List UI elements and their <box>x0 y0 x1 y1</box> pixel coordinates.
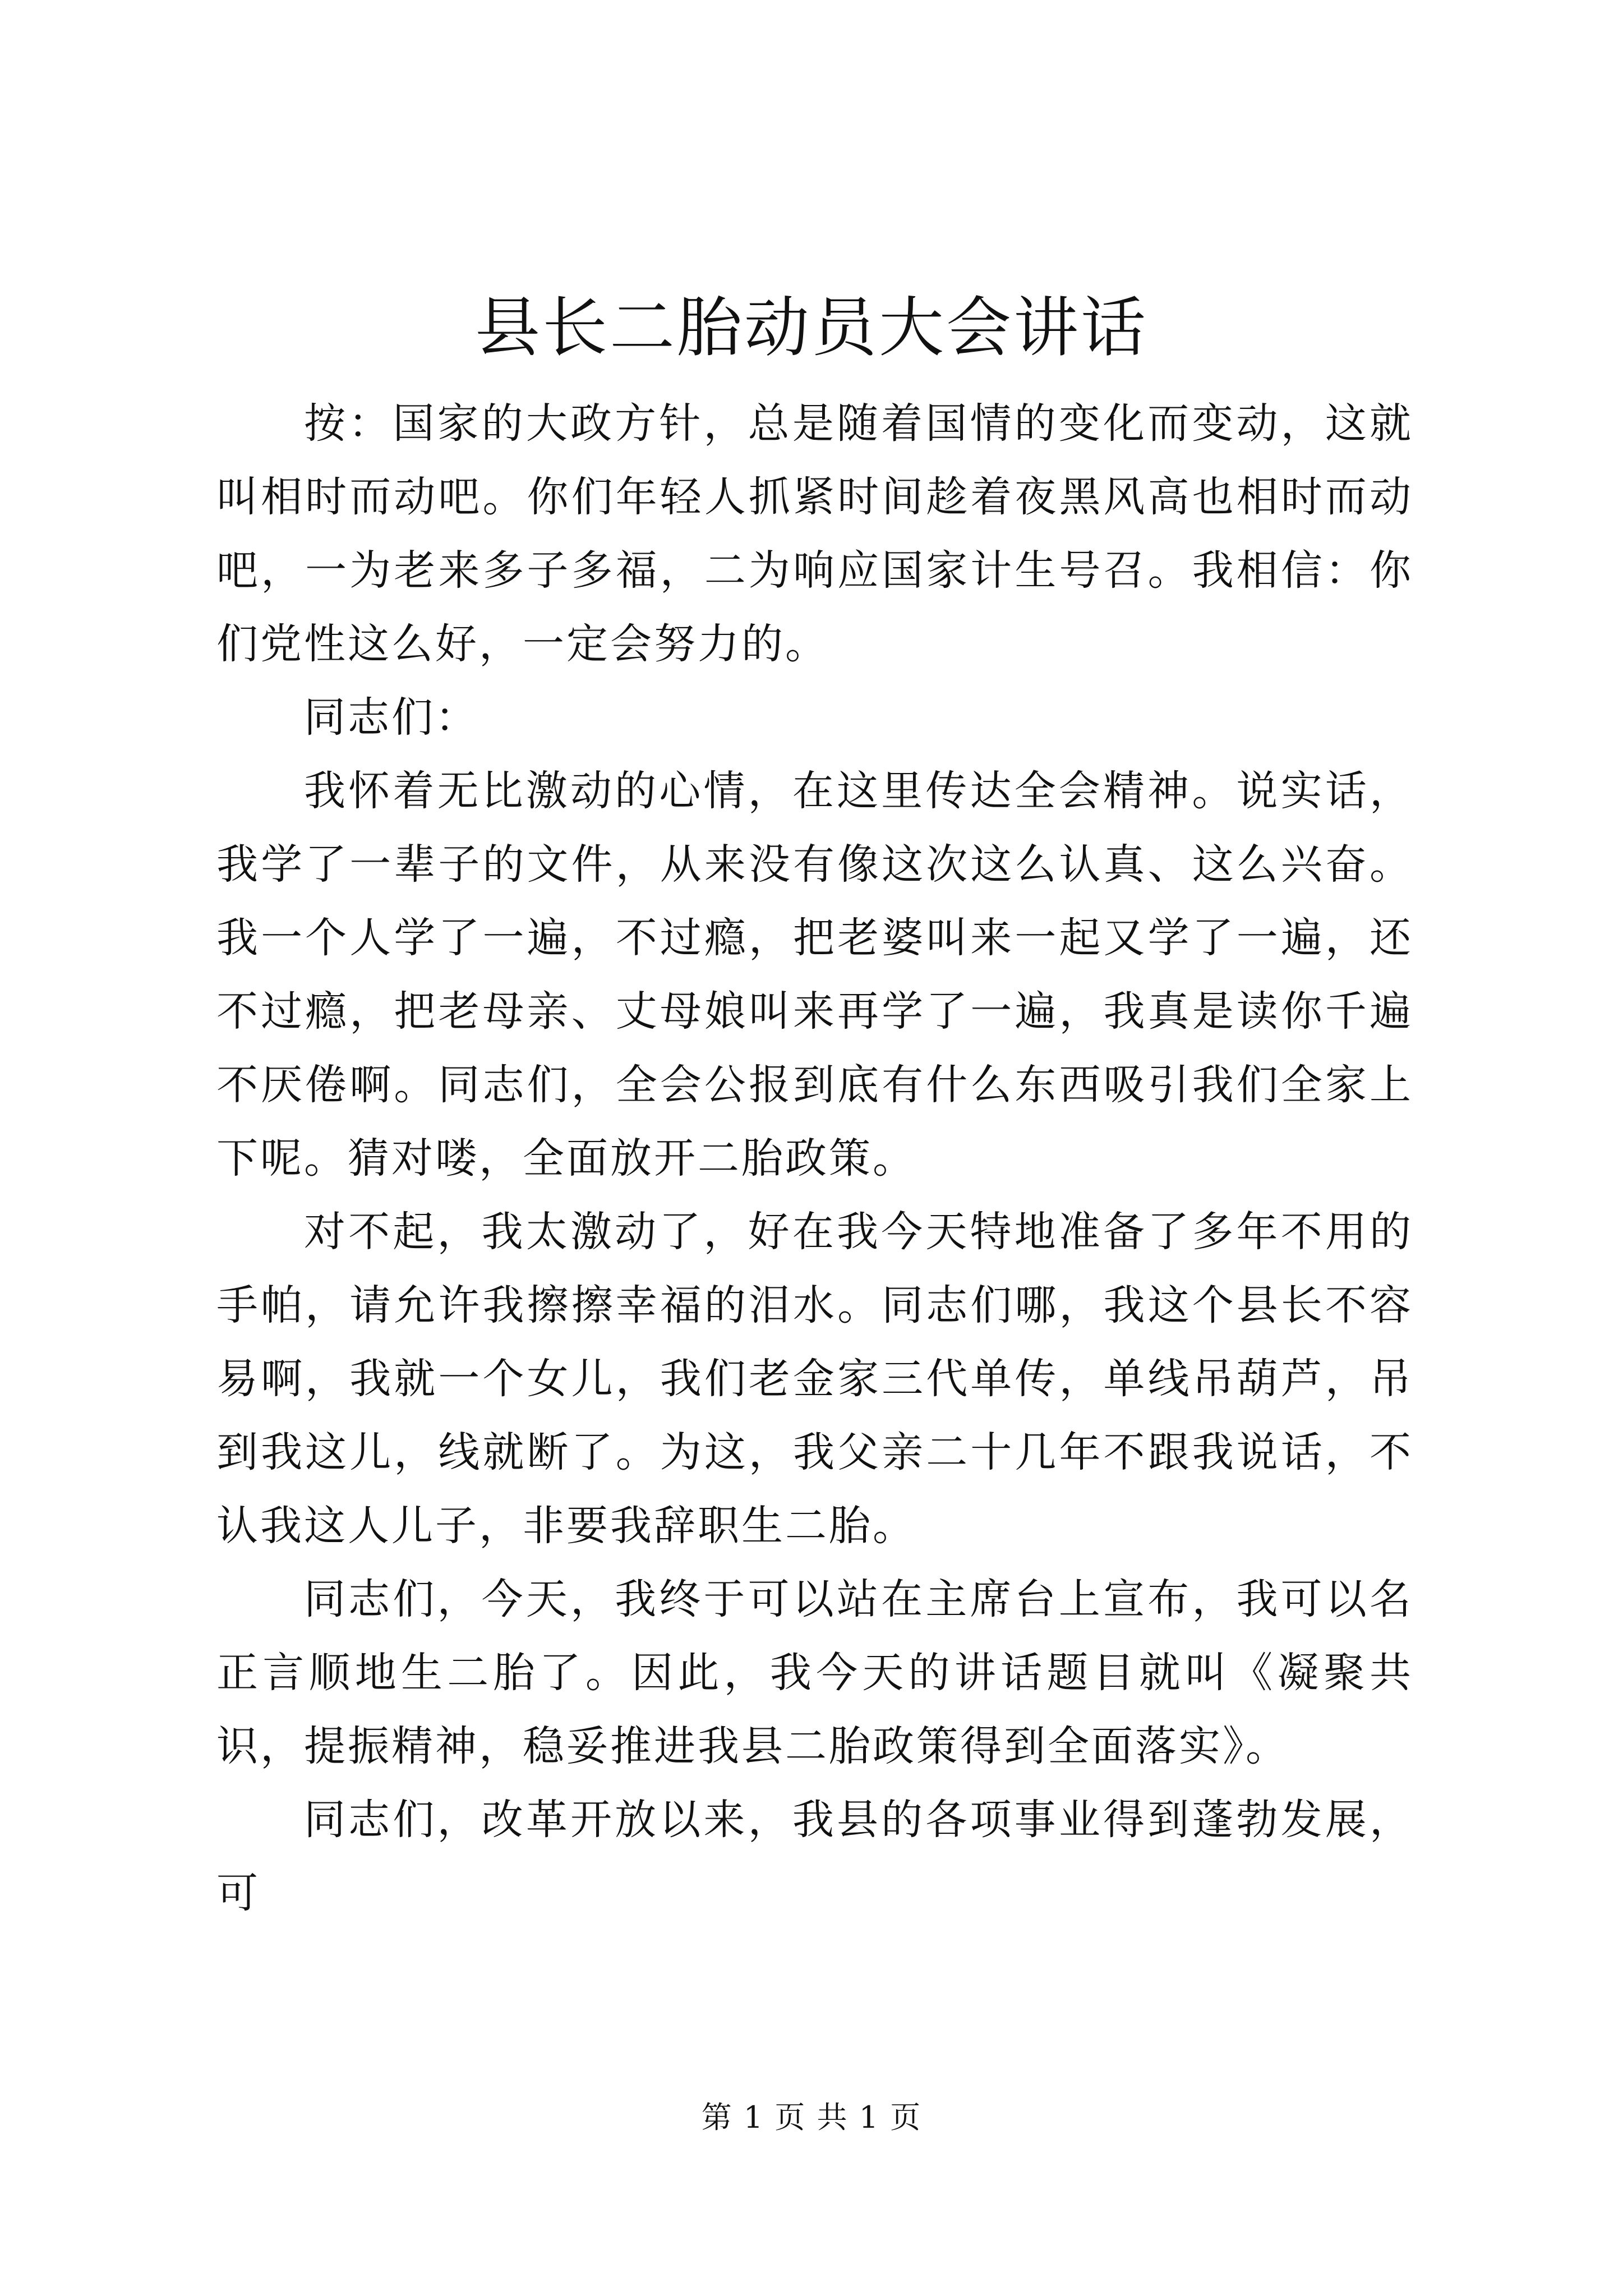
paragraph-preface: 按：国家的大政方针，总是随着国情的变化而变动，这就叫相时而动吧。你们年轻人抓紧时间趁着夜黑风高也相时而动吧，一为老来多子多福，二为响应国家计生号召。我相信：你们党性这么好，一定会努力的。 <box>216 399 1413 668</box>
paragraph: 我怀着无比激动的心情，在这里传达全会精神。说实话，我学了一辈子的文件，从来没有像这次这么认真、这么兴奋。我一个人学了一遍，不过瘾，把老婆叫来一起又学了一遍，还不过瘾，把老母亲、丈母娘叫来再学了一遍，我真是读你千遍不厌倦啊。同志们，全会公报到底有什么东西吸引我们全家上下呢。猜对喽，全面放开二胎政策。 <box>216 767 1413 1182</box>
paragraph: 同志们，改革开放以来，我县的各项事业得到蓬勃发展，可 <box>216 1796 1413 1917</box>
page-number-footer: 第 1 页 共 1 页 <box>701 2100 922 2135</box>
document-title: 县长二胎动员大会讲话 <box>475 290 1148 366</box>
document-body <box>216 387 1413 1930</box>
paragraph-salutation: 同志们： <box>304 693 479 742</box>
paragraph: 对不起，我太激动了，好在我今天特地准备了多年不用的手帕，请允许我擦擦幸福的泪水。同志们哪，我这个县长不容易啊，我就一个女儿，我们老金家三代单传，单线吊葫芦，吊到我这儿，线就断了。为这，我父亲二十几年不跟我说话，不认我这人儿子，非要我辞职生二胎。 <box>216 1208 1413 1550</box>
paragraph: 同志们，今天，我终于可以站在主席台上宣布，我可以名正言顺地生二胎了。因此，我今天的讲话题目就叫《凝聚共识，提振精神，稳妥推进我县二胎政策得到全面落实》。 <box>216 1575 1413 1770</box>
